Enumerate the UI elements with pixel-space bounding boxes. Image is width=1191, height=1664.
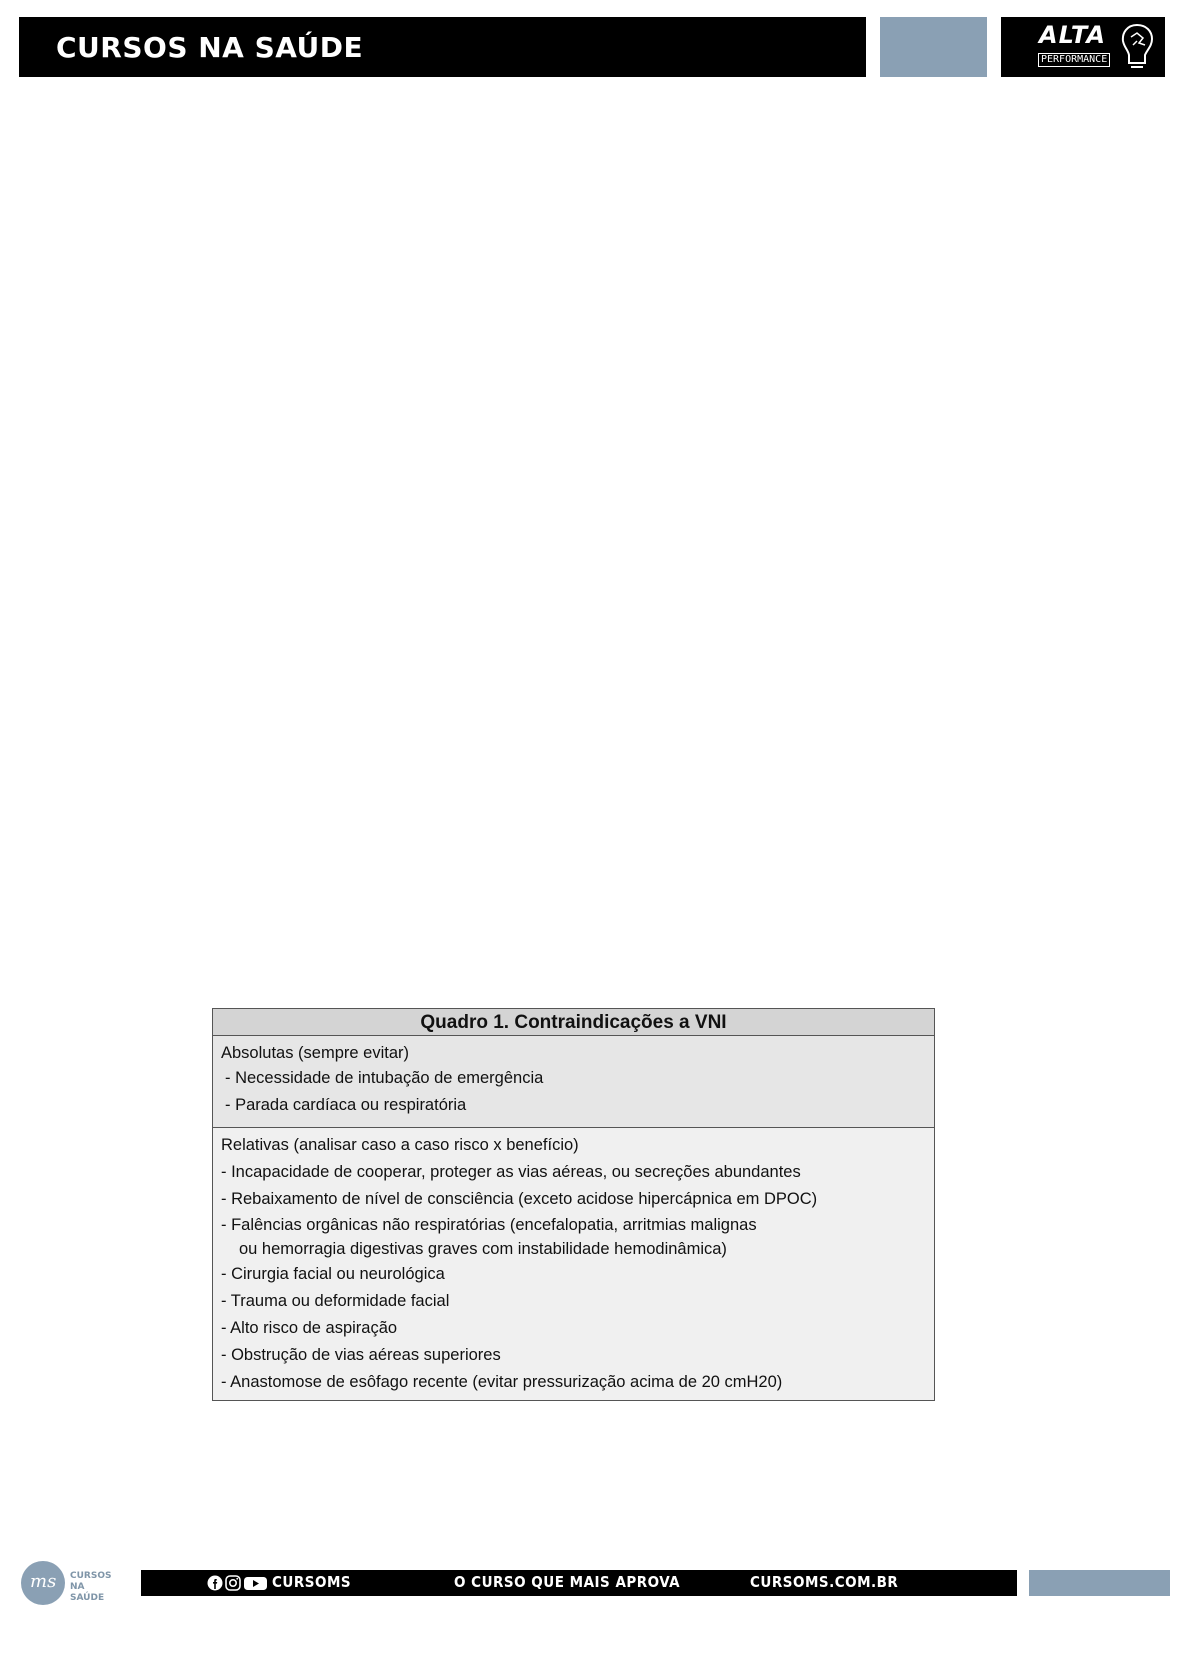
header-accent-block xyxy=(880,17,987,77)
logo-performance-text: PERFORMANCE xyxy=(1038,53,1110,67)
list-item: - Rebaixamento de nível de consciência (exceto acidose hipercápnica em DPOC) xyxy=(221,1190,818,1208)
alta-performance-logo xyxy=(1001,17,1165,77)
list-item: - Trauma ou deformidade facial xyxy=(221,1292,450,1310)
facebook-icon[interactable] xyxy=(208,1576,223,1591)
list-item: - Incapacidade de cooperar, proteger as vias aéreas, ou secreções abundantes xyxy=(221,1163,801,1181)
youtube-icon[interactable] xyxy=(244,1577,267,1590)
logo-text-line2: NA SAÚDE xyxy=(70,1582,105,1603)
list-item: - Parada cardíaca ou respiratória xyxy=(225,1096,467,1114)
absolute-section xyxy=(213,1036,934,1128)
header-bar xyxy=(19,17,866,77)
list-item: - Alto risco de aspiração xyxy=(221,1319,398,1337)
cursos-na-saude-logo xyxy=(21,1561,121,1607)
list-item: - Falências orgânicas não respiratórias (encefalopatia, arritmias malignas xyxy=(221,1216,757,1234)
footer-accent-block xyxy=(1029,1570,1170,1596)
footer-slogan: O CURSO QUE MAIS APROVA xyxy=(454,1573,681,1591)
table-title: Quadro 1. Contraindicações a VNI xyxy=(213,1009,934,1036)
list-item: - Obstrução de vias aéreas superiores xyxy=(221,1346,501,1364)
footer-site-link[interactable]: CURSOMS.COM.BR xyxy=(750,1573,899,1591)
list-item: - Necessidade de intubação de emergência xyxy=(225,1069,544,1087)
logo-alta-text: ALTA xyxy=(1039,21,1106,49)
social-icons xyxy=(207,1574,269,1592)
relative-section xyxy=(213,1128,934,1400)
footer-bar xyxy=(141,1570,1017,1596)
header-title: CURSOS NA SAÚDE xyxy=(56,31,364,64)
relative-heading: Relativas (analisar caso a caso risco x benefício) xyxy=(221,1136,579,1154)
logo-text xyxy=(70,1571,121,1604)
logo-mark: ms xyxy=(30,1571,57,1592)
absolute-heading: Absolutas (sempre evitar) xyxy=(221,1044,409,1062)
contraindications-table xyxy=(212,1008,935,1401)
logo-text-line1: CURSOS xyxy=(70,1571,112,1581)
instagram-icon[interactable] xyxy=(226,1576,240,1590)
list-item: - Anastomose de esôfago recente (evitar pressurização acima de 20 cmH20) xyxy=(221,1373,783,1391)
head-lightbulb-icon xyxy=(1119,23,1155,71)
list-item-continuation: ou hemorragia digestivas graves com instabilidade hemodinâmica) xyxy=(239,1240,727,1258)
list-item: - Cirurgia facial ou neurológica xyxy=(221,1265,445,1283)
footer-handle[interactable]: CURSOMS xyxy=(272,1573,352,1591)
